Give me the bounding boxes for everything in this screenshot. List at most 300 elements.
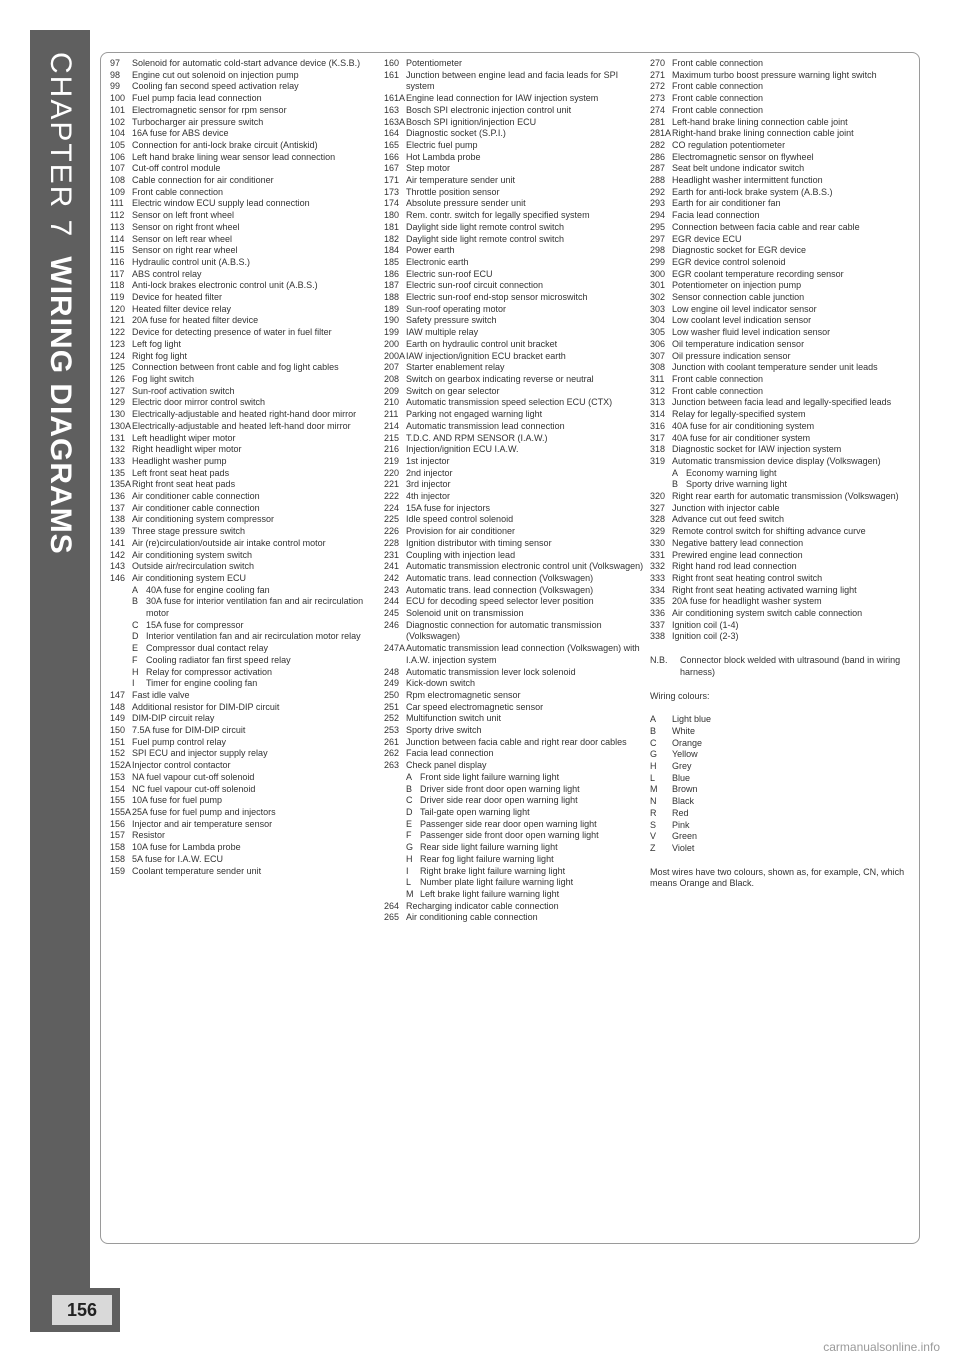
colour-entry (650, 831, 916, 843)
entry-description: Solenoid unit on transmission (406, 608, 524, 619)
entry-number: 224 (384, 502, 400, 513)
entry-description: Absolute pressure sender unit (406, 198, 526, 209)
entry-description: Sensor on left rear wheel (132, 233, 233, 244)
legend-entry (110, 257, 382, 269)
legend-entry (384, 760, 646, 772)
entry-description: Electric door mirror control switch (132, 397, 266, 408)
entry-description: Advance cut out feed switch (672, 514, 785, 525)
legend-subentry (384, 842, 646, 854)
legend-entry (650, 245, 916, 257)
entry-number: 210 (384, 397, 400, 408)
legend-entry (110, 269, 382, 281)
entry-description: Diagnostic socket for EGR device (672, 245, 807, 256)
legend-entry (384, 608, 646, 620)
entry-number: 151 (110, 736, 126, 747)
subentry-letter: A (672, 467, 679, 478)
subentry-letter: B (406, 783, 413, 794)
entry-description: Air conditioning system switch cable connection (672, 608, 863, 619)
note-label: N.B. (650, 655, 668, 666)
legend-entry (384, 117, 646, 129)
legend-subentry (384, 830, 646, 842)
legend-entry (384, 351, 646, 363)
entry-number: 338 (650, 631, 666, 642)
legend-entry (110, 819, 382, 831)
legend-entry (650, 386, 916, 398)
entry-number: 209 (384, 385, 400, 396)
entry-description: Right front seat heating activated warning light (672, 584, 857, 595)
colour-name: Black (672, 796, 695, 807)
entry-number: 117 (110, 268, 125, 279)
entry-description: 7.5A fuse for DIM-DIP circuit (132, 725, 246, 736)
legend-entry (384, 901, 646, 913)
entry-number: 156 (110, 818, 126, 829)
entry-description: Sporty drive switch (406, 725, 482, 736)
entry-number: 308 (650, 362, 666, 373)
legend-entry (110, 175, 382, 187)
subentry-letter: L (406, 877, 412, 888)
entry-number: 252 (384, 713, 400, 724)
entry-number: 306 (650, 338, 666, 349)
subentry-description: Driver side rear door open warning light (420, 795, 578, 806)
entry-number: 190 (384, 315, 400, 326)
legend-subentry (384, 784, 646, 796)
entry-description: Remote control switch for shifting advance curve (672, 526, 866, 537)
colour-name: Red (672, 807, 689, 818)
legend-entry (110, 807, 382, 819)
entry-number: 211 (384, 409, 399, 420)
entry-number: 163A (384, 116, 406, 127)
entry-description: Device for detecting presence of water in fuel filter (132, 327, 332, 338)
entry-description: Air conditioning system compressor (132, 514, 275, 525)
legend-entry (110, 713, 382, 725)
entry-number: 328 (650, 514, 666, 525)
entry-description: NA fuel vapour cut-off solenoid (132, 771, 255, 782)
entry-number: 272 (650, 81, 666, 92)
entry-number: 220 (384, 467, 400, 478)
legend-entry (384, 409, 646, 421)
legend-entry (110, 374, 382, 386)
legend-entry (110, 163, 382, 175)
legend-entry (650, 234, 916, 246)
subentry-letter: H (406, 853, 413, 864)
legend-subentry (110, 585, 382, 597)
legend-entry (384, 573, 646, 585)
entry-description: Ignition coil (1-4) (672, 619, 739, 630)
legend-entry (110, 210, 382, 222)
entry-number: 104 (110, 128, 126, 139)
wiring-colours-heading: Wiring colours: (650, 690, 710, 701)
subentry-description: Driver side front door open warning light (420, 783, 580, 794)
legend-subentry (110, 643, 382, 655)
entry-number: 317 (650, 432, 666, 443)
legend-entry (110, 339, 382, 351)
entry-number: 152 (110, 748, 126, 759)
entry-number: 174 (384, 198, 400, 209)
legend-entry (384, 643, 646, 666)
entry-number: 126 (110, 373, 126, 384)
entry-description: Automatic transmission lead connection (406, 420, 565, 431)
subentry-letter: F (406, 830, 412, 841)
entry-description: Turbocharger air pressure switch (132, 116, 264, 127)
entry-description: Device for heated filter (132, 292, 223, 303)
entry-description: Recharging indicator cable connection (406, 900, 559, 911)
legend-entry (650, 304, 916, 316)
legend-entry (384, 257, 646, 269)
entry-description: Idle speed control solenoid (406, 514, 514, 525)
entry-description: Automatic transmission lever lock solenoid (406, 666, 576, 677)
entry-description: Ignition distributor with timing sensor (406, 537, 552, 548)
entry-description: Front cable connection (132, 186, 224, 197)
legend-entry (650, 315, 916, 327)
entry-description: EGR device control solenoid (672, 256, 786, 267)
entry-number: 251 (384, 701, 400, 712)
entry-description: Injector and air temperature sensor (132, 818, 273, 829)
legend-entry (384, 339, 646, 351)
entry-number: 281 (650, 116, 666, 127)
entry-number: 270 (650, 58, 666, 68)
entry-description: Right-hand brake lining connection cable joint (672, 128, 854, 139)
colour-name: Yellow (672, 749, 698, 760)
subentry-description: Rear side light failure warning light (420, 842, 558, 853)
legend-subentry (384, 877, 646, 889)
legend-entry (384, 245, 646, 257)
entry-number: 130A (110, 420, 132, 431)
legend-entry (650, 198, 916, 210)
legend-entry (110, 140, 382, 152)
legend-entry (110, 573, 382, 585)
entry-description: Car speed electromagnetic sensor (406, 701, 544, 712)
entry-number: 265 (384, 912, 400, 923)
entry-description: Coolant temperature sender unit (132, 865, 262, 876)
legend-entry (110, 702, 382, 714)
legend-entry (384, 234, 646, 246)
entry-description: Potentiometer (406, 58, 463, 68)
entry-number: 139 (110, 526, 126, 537)
legend-entry (110, 386, 382, 398)
entry-description: Right rear earth for automatic transmission (Volkswagen) (672, 491, 899, 502)
entry-number: 330 (650, 537, 666, 548)
entry-description: Step motor (406, 163, 451, 174)
entry-number: 105 (110, 139, 126, 150)
entry-number: 216 (384, 444, 400, 455)
entry-number: 135A (110, 479, 132, 490)
subentry-description: Left brake light failure warning light (420, 888, 560, 899)
legend-entry (384, 479, 646, 491)
entry-description: Switch on gearbox indicating reverse or neutral (406, 373, 594, 384)
entry-description: Left-hand brake lining connection cable joint (672, 116, 848, 127)
subentry-letter: D (406, 807, 413, 817)
legend-entry (384, 198, 646, 210)
legend-entry (110, 503, 382, 515)
legend-entry (650, 117, 916, 129)
entry-number: 273 (650, 93, 666, 104)
legend-entry (650, 608, 916, 620)
entry-number: 219 (384, 455, 400, 466)
subentry-description: 30A fuse for interior ventilation fan and air recirculation motor (146, 596, 364, 619)
entry-description: Heated filter device relay (132, 303, 232, 314)
entry-description: Engine lead connection for IAW injection system (406, 93, 599, 104)
colour-entry (650, 784, 916, 796)
colour-name: Green (672, 831, 698, 842)
entry-number: 298 (650, 245, 666, 256)
entry-description: Power earth (406, 245, 455, 256)
subentry-letter: A (406, 771, 413, 782)
subentry-description: Tail-gate open warning light (420, 807, 530, 817)
legend-entry (384, 163, 646, 175)
entry-description: Earth for air conditioner fan (672, 198, 781, 209)
entry-description: Sun-roof operating motor (406, 303, 507, 314)
entry-number: 207 (384, 362, 400, 373)
colour-code: L (650, 772, 656, 783)
entry-description: Headlight washer intermittent function (672, 175, 823, 186)
entry-number: 261 (384, 736, 400, 747)
entry-number: 146 (110, 572, 126, 583)
entry-number: 288 (650, 175, 666, 186)
legend-entry (650, 257, 916, 269)
entry-number: 228 (384, 537, 400, 548)
entry-number: 161 (384, 69, 400, 80)
entry-description: Connection for anti-lock brake circuit (Antiskid) (132, 139, 318, 150)
legend-entry (384, 667, 646, 679)
entry-description: SPI ECU and injector supply relay (132, 748, 268, 759)
legend-entry (650, 397, 916, 409)
legend-entry (110, 784, 382, 796)
legend-entry (650, 128, 916, 140)
entry-number: 301 (650, 280, 666, 291)
entry-number: 292 (650, 186, 666, 197)
entry-number: 184 (384, 245, 400, 256)
legend-entry (110, 397, 382, 409)
legend-entry (384, 526, 646, 538)
entry-description: 40A fuse for air conditioning system (672, 420, 815, 431)
legend-entry (384, 678, 646, 690)
entry-description: Multifunction switch unit (406, 713, 502, 724)
entry-description: EGR device ECU (672, 233, 742, 244)
legend-entry (384, 105, 646, 117)
legend-entry (110, 315, 382, 327)
subentry-description: 15A fuse for compressor (146, 619, 244, 630)
legend-entry (384, 397, 646, 409)
legend-entry (384, 725, 646, 737)
entry-description: Safety pressure switch (406, 315, 497, 326)
entry-description: 3rd injector (406, 479, 451, 490)
entry-number: 160 (384, 58, 400, 68)
entry-number: 98 (110, 69, 121, 80)
entry-description: Prewired engine lead connection (672, 549, 803, 560)
legend-entry (650, 269, 916, 281)
entry-number: 225 (384, 514, 400, 525)
subentry-description: Economy warning light (686, 467, 777, 478)
entry-description: Automatic transmission lead connection (Volkswagen) with I.A.W. injection system (406, 643, 640, 665)
entry-number: 157 (110, 830, 126, 841)
entry-number: 200 (384, 338, 400, 349)
entry-number: 100 (110, 93, 126, 104)
entry-description: Potentiometer on injection pump (672, 280, 802, 291)
entry-description: EGR coolant temperature recording sensor (672, 268, 844, 279)
subentry-description: Front side light failure warning light (420, 771, 560, 782)
colour-entry (650, 726, 916, 738)
legend-entry (650, 456, 916, 468)
entry-description: Right hand rod lead connection (672, 561, 797, 572)
legend-entry (384, 444, 646, 456)
chapter-label: CHAPTER 7 (44, 52, 77, 239)
colour-name: Brown (672, 784, 698, 795)
colour-code: C (650, 737, 657, 748)
entry-description: Air conditioner cable connection (132, 491, 260, 502)
subentry-description: Relay for compressor activation (146, 666, 273, 677)
entry-description: Negative battery lead connection (672, 537, 804, 548)
subentry-description: Compressor dual contact relay (146, 643, 269, 654)
colour-name: Pink (672, 819, 690, 830)
entry-description: NC fuel vapour cut-off solenoid (132, 783, 256, 794)
entry-number: 199 (384, 327, 400, 338)
entry-description: Junction with injector cable (672, 502, 780, 513)
section-title: WIRING DIAGRAMS (44, 256, 77, 555)
colour-name: Light blue (672, 714, 712, 725)
entry-description: Electric fuel pump (406, 139, 478, 150)
entry-number: 245 (384, 608, 400, 619)
subentry-description: Number plate light failure warning light (420, 877, 574, 888)
entry-description: Provision for air conditioner (406, 526, 516, 537)
legend-entry (110, 842, 382, 854)
entry-number: 294 (650, 210, 666, 221)
entry-description: Electromagnetic sensor for rpm sensor (132, 104, 287, 115)
entry-number: 142 (110, 549, 126, 560)
entry-number: 318 (650, 444, 666, 455)
entry-number: 173 (384, 186, 400, 197)
legend-entry (384, 690, 646, 702)
entry-number: 124 (110, 350, 126, 361)
entry-number: 305 (650, 327, 666, 338)
entry-description: Electric sun-roof end-stop sensor microswitch (406, 292, 588, 303)
subentry-description: 40A fuse for engine cooling fan (146, 584, 270, 595)
entry-number: 263 (384, 760, 400, 771)
entry-description: Air conditioning system switch (132, 549, 253, 560)
legend-entry (110, 105, 382, 117)
legend-entry (110, 117, 382, 129)
legend-entry (110, 409, 382, 421)
subentry-letter: F (132, 654, 138, 665)
entry-number: 231 (384, 549, 400, 560)
legend-entry (650, 421, 916, 433)
entry-description: 20A fuse for heated filter device (132, 315, 259, 326)
legend-entry (110, 128, 382, 140)
subentry-letter: C (406, 795, 413, 806)
entry-description: Front cable connection (672, 58, 764, 68)
colour-entry (650, 820, 916, 832)
legend-subentry (110, 631, 382, 643)
entry-description: Sensor on right rear wheel (132, 245, 238, 256)
entry-description: Coupling with injection lead (406, 549, 516, 560)
legend-entry (650, 491, 916, 503)
legend-entry (650, 163, 916, 175)
colour-code: H (650, 761, 657, 772)
entry-number: 119 (110, 292, 125, 303)
legend-entry (110, 561, 382, 573)
entry-description: Anti-lock brakes electronic control unit (A.B.S.) (132, 280, 318, 291)
note-text: Connector block welded with ultrasound (band in wiring harness) (680, 655, 901, 677)
legend-entry (110, 526, 382, 538)
entry-description: Air conditioner cable connection (132, 502, 260, 513)
entry-number: 114 (110, 233, 125, 244)
legend-entry (650, 620, 916, 632)
legend-column-3 (650, 58, 916, 890)
entry-description: Right front seat heating control switch (672, 572, 823, 583)
legend-entry (110, 58, 382, 70)
entry-number: 304 (650, 315, 666, 326)
legend-entry (110, 70, 382, 82)
legend-subentry (110, 678, 382, 690)
colour-code: B (650, 725, 657, 736)
entry-number: 264 (384, 900, 400, 911)
legend-column-1 (110, 58, 382, 877)
entry-number: 332 (650, 561, 666, 572)
entry-description: Connection between front cable and fog light cables (132, 362, 339, 373)
entry-number: 125 (110, 362, 126, 373)
colour-footnote: Most wires have two colours, shown as, for example, CN, which means Orange and Black. (650, 866, 905, 889)
entry-description: Kick-down switch (406, 678, 476, 689)
legend-entry (384, 585, 646, 597)
entry-description: Rpm electromagnetic sensor (406, 689, 521, 700)
entry-description: Junction between engine lead and facia leads for SPI system (406, 69, 619, 92)
legend-entry (110, 304, 382, 316)
entry-number: 274 (650, 104, 666, 115)
entry-description: Automatic trans. lead connection (Volkswagen) (406, 584, 594, 595)
legend-entry (384, 620, 646, 643)
legend-entry (384, 210, 646, 222)
legend-entry (110, 222, 382, 234)
legend-entry (650, 526, 916, 538)
colour-name: Violet (672, 843, 695, 853)
entry-description: Maximum turbo boost pressure warning light switch (672, 69, 877, 80)
entry-description: 5A fuse for I.A.W. ECU (132, 853, 224, 864)
subentry-letter: I (406, 865, 409, 876)
legend-entry (650, 374, 916, 386)
colour-entry (650, 749, 916, 761)
subentry-description: Rear fog light failure warning light (420, 853, 554, 864)
legend-entry (384, 280, 646, 292)
subentry-description: Right brake light failure warning light (420, 865, 566, 876)
legend-entry (384, 175, 646, 187)
entry-number: 314 (650, 409, 666, 420)
entry-number: 113 (110, 221, 125, 232)
legend-subentry (384, 889, 646, 901)
entry-description: Three stage pressure switch (132, 526, 246, 537)
entry-number: 163 (384, 104, 400, 115)
colour-code: R (650, 807, 657, 818)
entry-number: 116 (110, 256, 125, 267)
legend-entry (650, 327, 916, 339)
entry-number: 249 (384, 678, 400, 689)
entry-description: Electromagnetic sensor on flywheel (672, 151, 814, 162)
entry-description: Left front seat heat pads (132, 467, 230, 478)
legend-entry (384, 304, 646, 316)
entry-number: 155A (110, 807, 132, 817)
colour-entry (650, 761, 916, 773)
entry-description: 20A fuse for headlight washer system (672, 596, 822, 607)
entry-number: 135 (110, 467, 126, 478)
entry-number: 253 (384, 725, 400, 736)
legend-entry (650, 222, 916, 234)
subentry-letter: D (132, 631, 139, 642)
legend-entry (384, 152, 646, 164)
entry-number: 299 (650, 256, 666, 267)
entry-number: 337 (650, 619, 666, 630)
legend-entry (110, 795, 382, 807)
legend-entry (650, 514, 916, 526)
entry-number: 149 (110, 713, 126, 724)
legend-entry (650, 152, 916, 164)
